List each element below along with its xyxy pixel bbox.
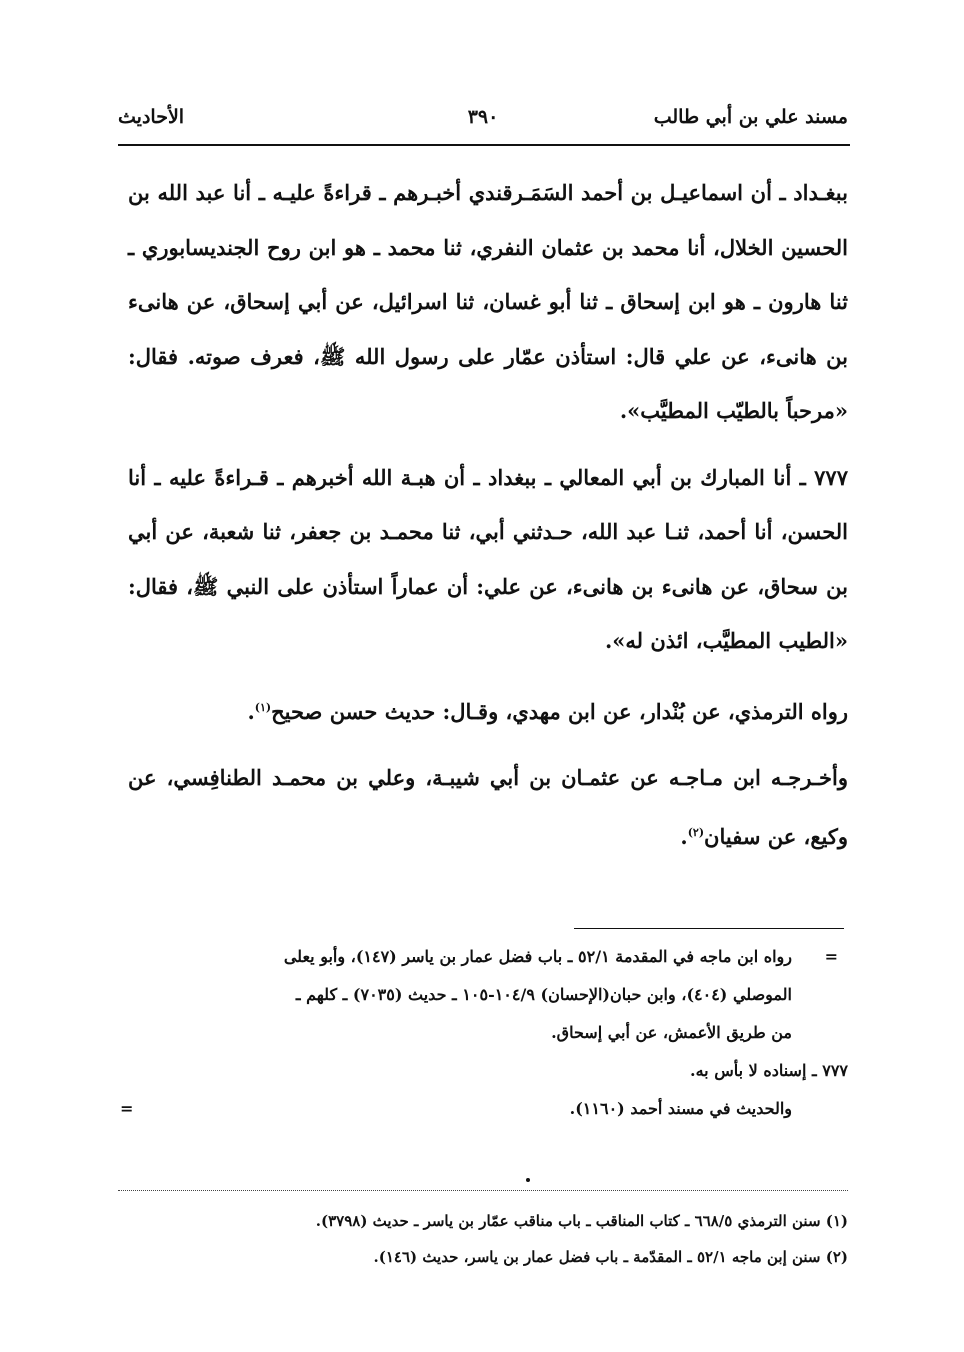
note-line-3: من طريق الأعمش، عن أبي إسحاق. (551, 1023, 792, 1042)
editor-notes (120, 938, 848, 1128)
paragraph-1: ببغـداد ـ أن اسماعيـل بن أحمد السَمَـرقندي أخبـرهم ـ قراءةً عليـه ـ أنا عبد الله بن الحسين الخلال، أنا محمد بن عثمان النفري، ثنا محمد ـ هو ابن روح الجنديسابوري ـ ثنا هارون ـ هو ابن إسحاق ـ ثنا أبو غسان، ثنا اسرائيل، عن أبي إسحاق، عن هانىء بن هانىء، عن علي قال: استأذن عمّار على رسول الله ﷺ، فعرف صوته. فقال: «مرحباً بالطيّب المطيَّب». (128, 180, 848, 423)
footnotes (118, 1203, 848, 1275)
footnotes-rule (118, 1190, 848, 1191)
note-line-5 (120, 1090, 848, 1128)
notes-rule (574, 928, 844, 929)
main-text (128, 166, 848, 876)
decorative-dot (526, 1178, 530, 1182)
paragraph-4-text: وأخـرجـه ابن مـاجـه عن عثمـان بن أبي شيبـة، وعلي بن محمـد الطنافِسي، عن وكيع، عن سفيان (128, 765, 848, 849)
note-line-5-text: والحديث في مسند أحمد (١١٦٠). (569, 1099, 792, 1118)
page-header (118, 106, 848, 146)
note-line-2: الموصلي (٤٠٤)، وابن حبان(الإحسان) ١٠٤/٩-١٠٥ ـ حديث (٧٠٣٥) ـ كلهم ـ (295, 985, 792, 1004)
paragraph-4-end: . (680, 823, 688, 849)
running-title: مسند علي بن أبي طالب (653, 106, 848, 128)
footnote-ref-2: (٢) (687, 825, 705, 839)
paragraph-3-end: . (247, 698, 255, 724)
section-title: الأحاديث (118, 106, 185, 128)
continuation-mark: = (824, 947, 838, 966)
paragraph-4 (128, 751, 848, 864)
note-line-4: ٧٧٧ ـ إسناده لا بأس به. (690, 1061, 848, 1080)
paragraph-2: ٧٧٧ ـ أنا المبارك بن أبي المعالي ـ ببغداد ـ أن هبـة الله أخبرهم ـ قـراءةً عليه ـ أنا الحسن، أنا أحمد، ثنـا عبد الله، حـدثني أبي، ثنا محمـد بن جعفر، ثنا شعبة، عن أبي بن سحاق، عن هانىء بن هانىء، عن علي: أن عماراً استأذن على النبي ﷺ، فقال: «الطيب المطيَّب، ائذن له». (128, 464, 848, 653)
end-continuation-mark: = (120, 1099, 134, 1118)
footnote-2: (٢) سنن إبن ماجه ٥٢/١ ـ المقدّمة ـ باب فضل عمار بن ياسر، حديث (١٤٦). (373, 1248, 848, 1266)
note-line-1 (128, 938, 848, 976)
footnote-ref-1: (١) (254, 700, 272, 714)
paragraph-3 (128, 681, 848, 740)
header-rule (118, 144, 850, 146)
footnote-1: (١) سنن الترمذي ٦٦٨/٥ ـ كتاب المناقب ـ باب مناقب عمّار بن ياسر ـ حديث (٣٧٩٨). (315, 1212, 848, 1230)
page-number: ٣٩٠ (467, 106, 499, 128)
paragraph-3-text: رواه الترمذي، عن بُنْدار، عن ابن مهدي، وقـال: حديث حسن صحيح (271, 698, 848, 724)
note-line-1-text: رواه ابن ماجه في المقدمة ٥٢/١ ـ باب فضل عمار بن ياسر (١٤٧)، وأبو يعلى (283, 947, 792, 966)
